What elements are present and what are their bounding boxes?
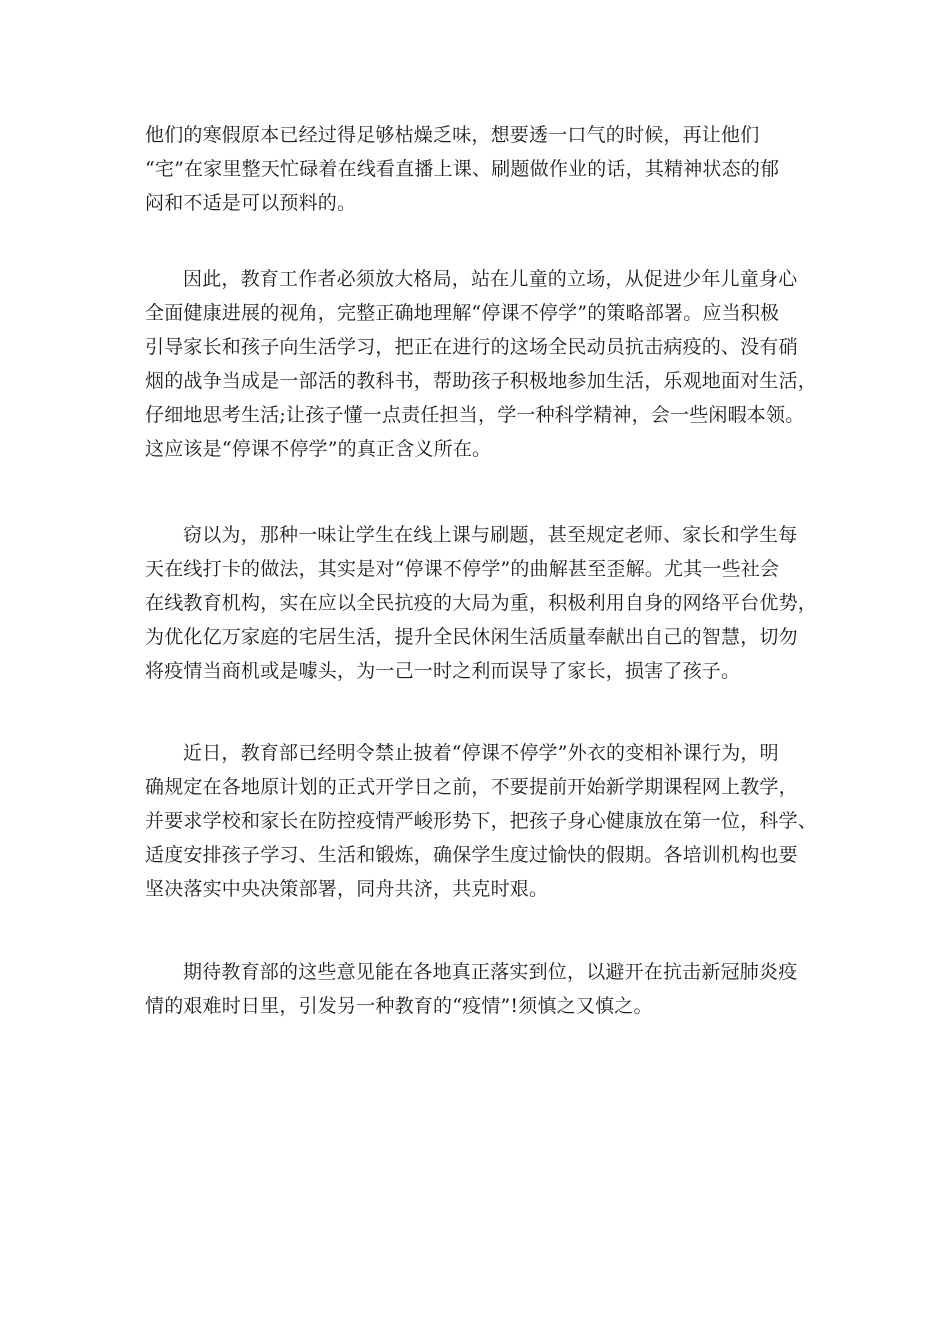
paragraph-1 xyxy=(145,118,825,220)
paragraph-line: 仔细地思考生活;让孩子懂一点责任担当，学一种科学精神，会一些闲暇本领。 xyxy=(145,404,805,426)
paragraph-4 xyxy=(145,736,825,906)
paragraph-line: 全面健康进展的视角，完整正确地理解“停课不停学”的策略部署。应当积极 xyxy=(145,302,780,324)
paragraph-line: 为优化亿万家庭的宅居生活，提升全民休闲生活质量奉献出自己的智慧，切勿 xyxy=(145,626,798,648)
paragraph-line: 这应该是“停课不停学”的真正含义所在。 xyxy=(145,438,492,460)
paragraph-5 xyxy=(145,955,825,1023)
paragraph-3 xyxy=(145,518,825,688)
paragraph-line: 窃以为，那种一味让学生在线上课与刷题，甚至规定老师、家长和学生每 xyxy=(183,524,798,546)
paragraph-line: 因此，教育工作者必须放大格局，站在儿童的立场，从促进少年儿童身心 xyxy=(183,268,798,290)
paragraph-line: 烟的战争当成是一部活的教科书，帮助孩子积极地参加生活，乐观地面对生活， xyxy=(145,370,818,392)
paragraph-2 xyxy=(145,262,825,466)
paragraph-line: 闷和不适是可以预料的。 xyxy=(145,192,357,214)
paragraph-line: 天在线打卡的做法，其实是对“停课不停学”的曲解甚至歪解。尤其一些社会 xyxy=(145,558,780,580)
paragraph-line: 确规定在各地原计划的正式开学日之前，不要提前开始新学期课程网上教学， xyxy=(145,776,798,798)
paragraph-line: 情的艰难时日里，引发另一种教育的“疫情”!须慎之又慎之。 xyxy=(145,995,653,1017)
paragraph-line: 坚决落实中央决策部署，同舟共济，共克时艰。 xyxy=(145,878,549,900)
paragraph-line: 在线教育机构，实在应以全民抗疫的大局为重，积极利用自身的网络平台优势， xyxy=(145,592,818,614)
paragraph-line: 近日，教育部已经明令禁止披着“停课不停学”外衣的变相补课行为，明 xyxy=(183,742,779,764)
paragraph-line: 将疫情当商机或是噱头，为一己一时之利而误导了家长，损害了孩子。 xyxy=(145,660,741,682)
paragraph-line: “宅”在家里整天忙碌着在线看直播上课、刷题做作业的话，其精神状态的郁 xyxy=(145,158,780,180)
paragraph-line: 并要求学校和家长在防控疫情严峻形势下，把孩子身心健康放在第一位，科学、 xyxy=(145,810,818,832)
paragraph-line: 引导家长和孩子向生活学习，把正在进行的这场全民动员抗击病疫的、没有硝 xyxy=(145,336,798,358)
paragraph-line: 他们的寒假原本已经过得足够枯燥乏味，想要透一口气的时候，再让他们 xyxy=(145,124,760,146)
paragraph-line: 期待教育部的这些意见能在各地真正落实到位，以避开在抗击新冠肺炎疫 xyxy=(183,961,798,983)
paragraph-line: 适度安排孩子学习、生活和锻炼，确保学生度过愉快的假期。各培训机构也要 xyxy=(145,844,798,866)
